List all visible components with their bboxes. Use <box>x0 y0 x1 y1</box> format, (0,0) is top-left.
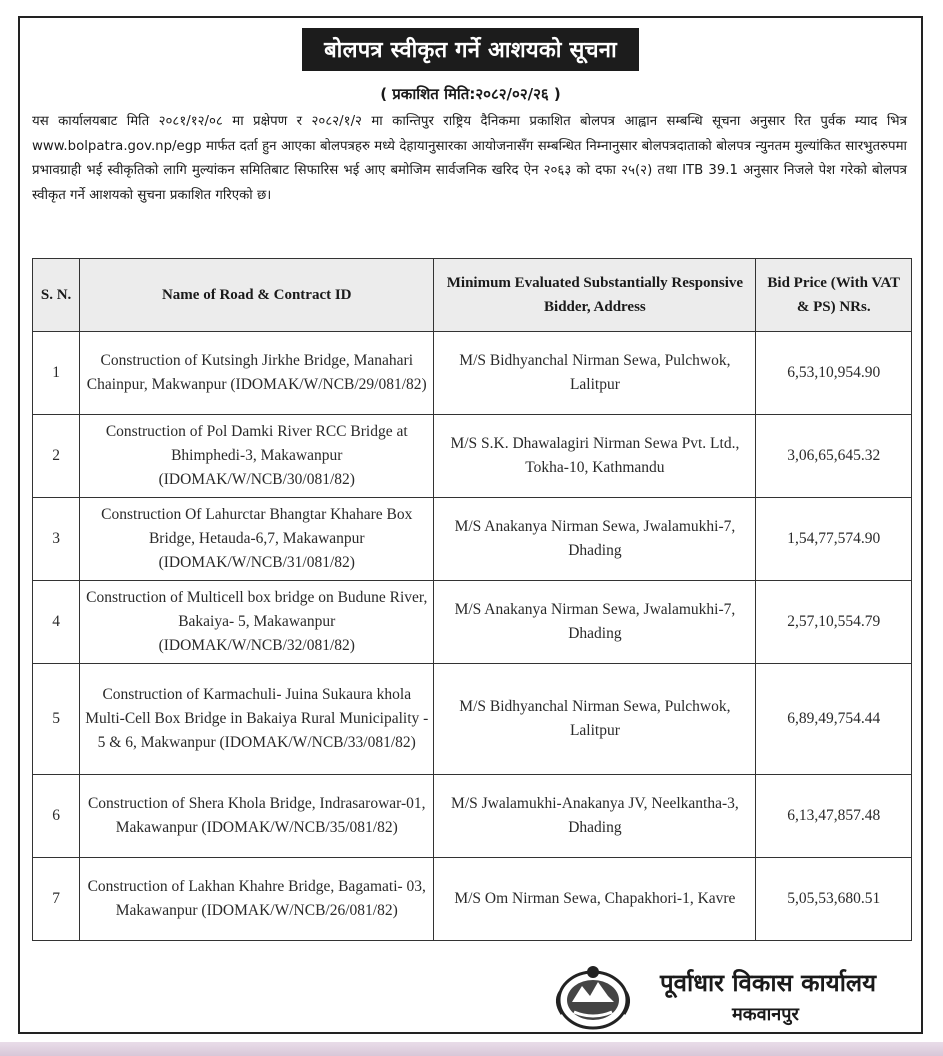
header-sn: S. N. <box>33 259 80 332</box>
cell-sn: 3 <box>33 498 80 581</box>
cell-bidder: M/S Anakanya Nirman Sewa, Jwalamukhi-7, Dhading <box>434 498 756 581</box>
table-header-row <box>33 259 912 332</box>
notice-body: यस कार्यालयबाट मिति २०८१/१२/०८ मा प्रक्षेपण र २०८२/१/२ मा कान्तिपुर राष्ट्रिय दैनिकमा प्रकाशित बोलपत्र आह्वान सम्बन्धि सूचना अनुसार रित पुर्वक म्याद भित्र www.bolpatra.gov.np/egp मार्फत दर्ता हुन आएका बोलपत्रहरु मध्ये देहायानुसारका आयोजनासँग सम्बन्धित निम्नानुसार बोलपत्रदाताको बोलपत्र न्युनतम मुल्यांकित सारभुतरुपमा प्रभावग्राही भई स्वीकृतिको लागि मुल्यांकन समितिबाट सिफारिस भई आए बमोजिम सार्वजनिक खरिद ऐन २०६३ को दफा २५(२) तथा ITB 39.1 अनुसार निजले पेश गरेको बोलपत्र स्वीकृत गर्ने आशयको सुचना प्रकाशित गरिएको छ। <box>32 114 907 203</box>
nepal-government-emblem-icon <box>550 962 636 1032</box>
cell-price: 2,57,10,554.79 <box>756 581 912 664</box>
page-bottom-strip <box>0 1042 943 1056</box>
cell-name: Construction Of Lahurctar Bhangtar Khahare Box Bridge, Hetauda-6,7, Makawanpur (IDOMAK/W/NCB/31/081/82) <box>80 498 434 581</box>
cell-name: Construction of Multicell box bridge on Budune River, Bakaiya- 5, Makawanpur (IDOMAK/W/NCB/32/081/82) <box>80 581 434 664</box>
cell-sn: 6 <box>33 775 80 858</box>
table-row <box>33 498 912 581</box>
cell-price: 6,13,47,857.48 <box>756 775 912 858</box>
cell-sn: 1 <box>33 332 80 415</box>
cell-price: 5,05,53,680.51 <box>756 858 912 941</box>
published-date: ( प्रकाशित मिति:२०८२/०२/२६ ) <box>380 85 561 103</box>
table-row <box>33 581 912 664</box>
cell-name: Construction of Shera Khola Bridge, Indrasarowar-01, Makawanpur (IDOMAK/W/NCB/35/081/82) <box>80 775 434 858</box>
cell-name: Construction of Karmachuli- Juina Sukaura khola Multi-Cell Box Bridge in Bakaiya Rural Municipality - 5 & 6, Makwanpur (IDOMAK/W/NCB/33/081/82) <box>80 664 434 775</box>
title-wrap <box>20 28 921 71</box>
office-name: पूर्वाधार विकास कार्यालय <box>660 969 877 997</box>
cell-bidder: M/S Anakanya Nirman Sewa, Jwalamukhi-7, Dhading <box>434 581 756 664</box>
office-location: मकवानपुर <box>732 1004 799 1025</box>
table-row <box>33 664 912 775</box>
table-row <box>33 332 912 415</box>
cell-bidder: M/S Bidhyanchal Nirman Sewa, Pulchwok, Lalitpur <box>434 332 756 415</box>
header-price: Bid Price (With VAT & PS) NRs. <box>756 259 912 332</box>
cell-sn: 2 <box>33 415 80 498</box>
table-row <box>33 415 912 498</box>
cell-price: 6,89,49,754.44 <box>756 664 912 775</box>
cell-name: Construction of Lakhan Khahre Bridge, Bagamati- 03, Makawanpur (IDOMAK/W/NCB/26/081/82) <box>80 858 434 941</box>
cell-sn: 5 <box>33 664 80 775</box>
notice-frame <box>18 16 923 1034</box>
header-bidder: Minimum Evaluated Substantially Responsive Bidder, Address <box>434 259 756 332</box>
table-row <box>33 858 912 941</box>
bid-table <box>32 258 912 941</box>
cell-sn: 7 <box>33 858 80 941</box>
cell-name: Construction of Kutsingh Jirkhe Bridge, Manahari Chainpur, Makwanpur (IDOMAK/W/NCB/29/081/82) <box>80 332 434 415</box>
cell-bidder: M/S Jwalamukhi-Anakanya JV, Neelkantha-3, Dhading <box>434 775 756 858</box>
header-name: Name of Road & Contract ID <box>80 259 434 332</box>
cell-bidder: M/S Om Nirman Sewa, Chapakhori-1, Kavre <box>434 858 756 941</box>
notice-title: बोलपत्र स्वीकृत गर्ने आशयको सूचना <box>302 28 639 71</box>
cell-sn: 4 <box>33 581 80 664</box>
cell-price: 6,53,10,954.90 <box>756 332 912 415</box>
cell-price: 1,54,77,574.90 <box>756 498 912 581</box>
cell-name: Construction of Pol Damki River RCC Bridge at Bhimphedi-3, Makawanpur (IDOMAK/W/NCB/30/081/82) <box>80 415 434 498</box>
cell-bidder: M/S Bidhyanchal Nirman Sewa, Pulchwok, Lalitpur <box>434 664 756 775</box>
office-signature <box>20 962 921 1032</box>
cell-price: 3,06,65,645.32 <box>756 415 912 498</box>
table-row <box>33 775 912 858</box>
cell-bidder: M/S S.K. Dhawalagiri Nirman Sewa Pvt. Ltd., Tokha-10, Kathmandu <box>434 415 756 498</box>
